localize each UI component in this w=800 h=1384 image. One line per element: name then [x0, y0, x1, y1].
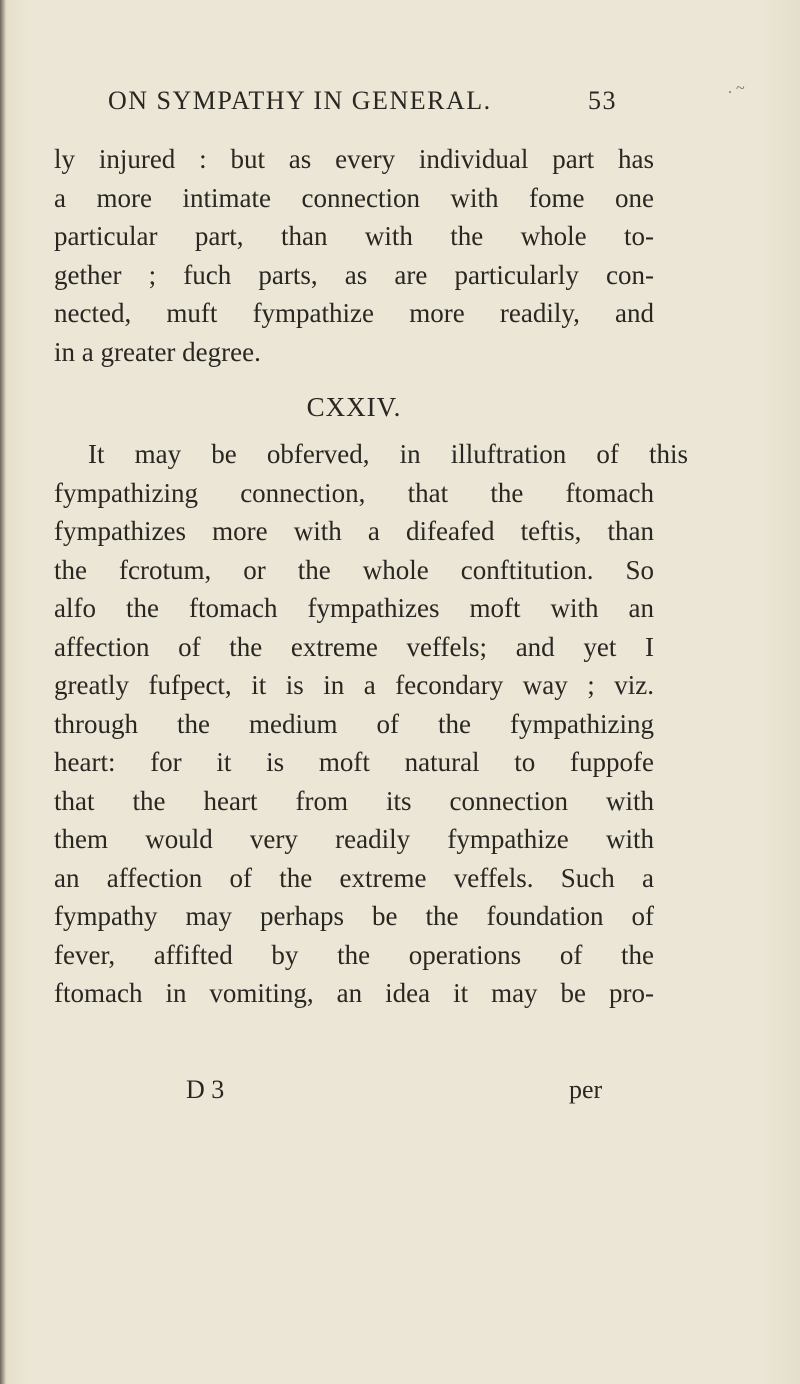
paragraph-2-line: that the heart from its connection with	[54, 785, 654, 816]
paragraph-1-line: gether ; fuch parts, as are particularly con-	[54, 259, 654, 290]
catchword: per	[569, 1075, 603, 1104]
paragraph-2-line: It may be obferved, in illuftration of this	[88, 439, 688, 469]
paragraph-1	[54, 140, 654, 371]
page-footer	[54, 1075, 654, 1115]
paragraph-1-line: ly injured : but as every individual part has	[54, 144, 654, 174]
corner-mark: . ~	[728, 80, 745, 97]
paragraph-2-line: fympathy may perhaps be the foundation of	[54, 901, 654, 931]
paragraph-2-line: ftomach in vomiting, an idea it may be pro-	[54, 978, 654, 1008]
paragraph-2-line: affection of the extreme veffels; and yet I	[54, 631, 654, 662]
paragraph-2-line: heart: for it is moft natural to fuppofe	[54, 747, 654, 777]
paragraph-2-line: fympathizing connection, that the ftomach	[54, 477, 654, 508]
paragraph-2	[54, 435, 688, 1013]
paragraph-2-line: an affection of the extreme veffels. Such a	[54, 862, 654, 893]
paragraph-1-line: nected, muft fympathize more readily, and	[54, 298, 654, 328]
paragraph-2-line: alfo the ftomach fympathizes moft with an	[54, 593, 654, 623]
signature-mark: D 3	[186, 1075, 225, 1104]
paragraph-2-line: fever, affifted by the operations of the	[54, 939, 654, 970]
running-head	[108, 86, 628, 126]
paragraph-2-line: through the medium of the fympathizing	[54, 708, 654, 739]
paragraph-1-line: in a greater degree.	[54, 336, 261, 367]
paragraph-1-line: a more intimate connection with fome one	[54, 182, 654, 213]
binding-shadow	[0, 0, 6, 1384]
paragraph-2-line: greatly fufpect, it is in a fecondary way ; viz.	[54, 670, 654, 700]
paragraph-2-line: the fcrotum, or the whole conftitution. So	[54, 554, 654, 585]
paragraph-2-line: them would very readily fympathize with	[54, 824, 654, 854]
text-block	[54, 140, 688, 1013]
page-number: 53	[588, 86, 617, 115]
paragraph-1-line: particular part, than with the whole to-	[54, 221, 654, 251]
section-heading: CXXIV.	[306, 392, 402, 422]
paragraph-2-line: fympathizes more with a difeafed teftis, than	[54, 516, 654, 546]
running-head-title: ON SYMPATHY IN GENERAL.	[108, 86, 492, 115]
